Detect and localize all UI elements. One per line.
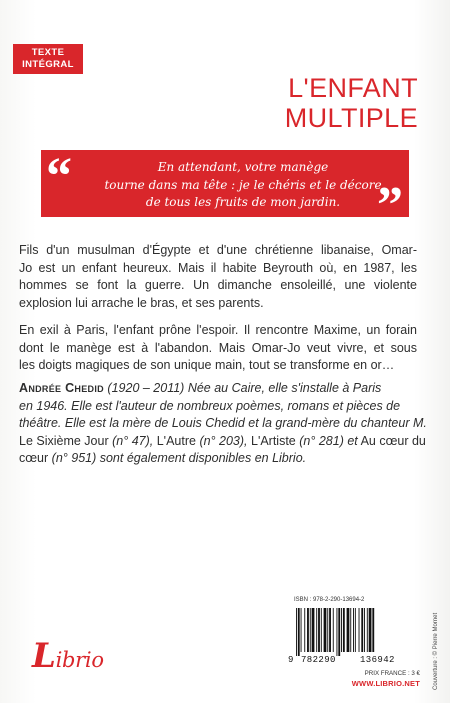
barcode-digit-first: 9: [288, 655, 294, 665]
text-line: hommes se font la guerre. Un dimanche ensoleillé, une violente: [19, 278, 417, 292]
bio-text: (n° 951) sont également disponibles en Librio.: [51, 451, 307, 465]
isbn-label: ISBN : 978-2-290-13694-2: [294, 597, 365, 603]
book-title-l-artiste: L'Artiste: [251, 433, 296, 448]
author-dates: (1920 – 2011): [107, 381, 185, 395]
synopsis-paragraph-2: [19, 322, 417, 375]
texte-integral-badge: [13, 44, 83, 74]
text-line: dont le manège est à l'abandon. Mais Omar-Jo veut vivre, et sous: [19, 340, 417, 355]
close-quote-icon: ”: [377, 177, 403, 234]
synopsis-paragraph-1: [19, 242, 417, 312]
logo-cap: L: [32, 636, 56, 676]
book-number: (n° 281): [299, 433, 344, 448]
badge-line-2: INTÉGRAL: [22, 58, 74, 70]
bio-text: Née au Caire, elle s'installe à Paris: [187, 381, 382, 395]
quote-line: En attendant, votre manège: [157, 160, 329, 174]
website-link[interactable]: WWW.LIBRIO.NET: [351, 679, 420, 688]
quote-line: de tous les fruits de mon jardin.: [145, 195, 341, 209]
price-label: PRIX FRANCE : 3 €: [364, 670, 420, 677]
title-line-2: MULTIPLE: [284, 103, 418, 133]
text-line: En exil à Paris, l'enfant prône l'espoir. Il rencontre Maxime, un forain: [19, 323, 417, 337]
badge-line-1: TEXTE: [31, 47, 65, 58]
quote-text: [41, 159, 409, 212]
bio-line-3: théâtre. Elle est la mère de Louis Chedid et la grand-mère du chanteur M.: [19, 416, 427, 430]
bio-line-4: [19, 433, 426, 451]
text-line: explosion lui arrache le bras, et ses parents.: [19, 295, 264, 310]
book-title-au-coeur-du-coeur: Au cœur du: [360, 433, 426, 448]
text-line: Fils d'un musulman d'Égypte et d'une chrétienne libanaise, Omar-: [19, 243, 417, 257]
book-title-sixieme-jour: Le Sixième Jour: [19, 433, 109, 448]
book-title-coeur: cœur: [19, 451, 49, 465]
bio-line-1: [19, 380, 417, 398]
barcode-icon: [296, 608, 418, 656]
book-title: [285, 73, 418, 133]
barcode-digits-left: 782290: [301, 655, 336, 665]
quote-banner: [41, 148, 409, 234]
book-title-l-autre: L'Autre: [156, 433, 196, 448]
librio-logo: [32, 636, 104, 676]
text-line: Jo est un enfant heureux. Mais il habite Beyrouth où, en 1987, les: [19, 260, 417, 275]
author-bio: [19, 380, 427, 468]
cover-credit: Couverture : © Pierre Mornet: [433, 612, 439, 690]
title-line-1: L'ENFANT: [288, 73, 418, 103]
text-line: les doigts magiques de son unique main, tout se transforme en or…: [19, 358, 395, 372]
barcode-digits-right: 136942: [360, 655, 395, 665]
book-number: (n° 47),: [112, 433, 154, 448]
bio-line-5: [19, 450, 417, 468]
quote-line: tourne dans ma tête : je le chéris et le décore: [104, 177, 382, 192]
book-number: (n° 203),: [199, 433, 248, 448]
barcode-block: [288, 597, 420, 691]
open-quote-icon: “: [46, 148, 72, 205]
logo-rest: ibrio: [55, 648, 104, 672]
bio-text: et: [347, 433, 358, 448]
author-name: Andrée Chedid: [19, 381, 104, 395]
bio-line-2: en 1946. Elle est l'auteur de nombreux poèmes, romans et pièces de: [19, 398, 401, 413]
